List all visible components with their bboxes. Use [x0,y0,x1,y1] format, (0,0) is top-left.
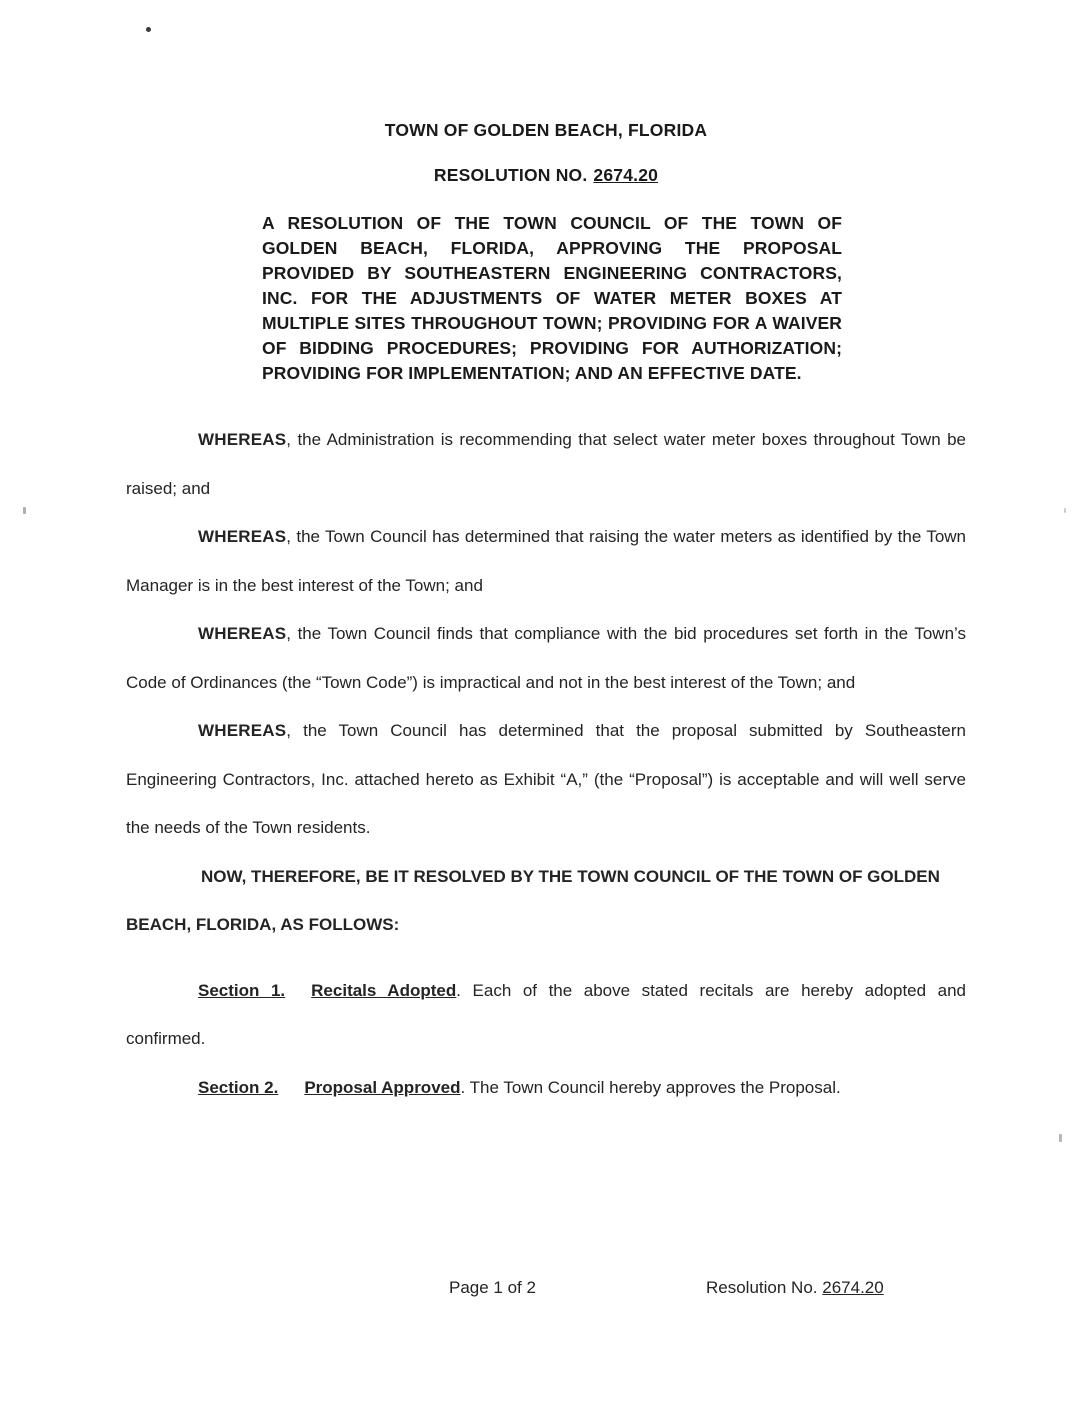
scan-speck-icon [1059,1134,1062,1142]
footer-resolution [706,1278,884,1298]
scan-speck-icon [146,27,151,32]
section-heading: Proposal Approved [304,1077,461,1097]
section-number: Section 2. [198,1077,279,1097]
whereas-label: WHEREAS [198,527,287,546]
resolution-number: 2674.20 [593,165,659,185]
resolution-heading [126,165,966,186]
whereas-label: WHEREAS [198,624,287,643]
recital-text: , the Town Council has determined that raising the water meters as identified by the Town Manager is in the best interest of the Town; and [126,527,966,595]
recital-paragraph [126,610,966,707]
recital-text: , the Administration is recommending that select water meter boxes throughout Town be raised; and [126,430,966,498]
recitals-block [126,416,966,1112]
recital-paragraph [126,416,966,513]
resolution-label: RESOLUTION NO. [433,165,588,185]
scan-speck-icon [1064,508,1066,513]
resolution-caption: A RESOLUTION OF THE TOWN COUNCIL OF THE TOWN OF GOLDEN BEACH, FLORIDA, APPROVING THE PROPOSAL PROVIDED BY SOUTHEASTERN ENGINEERING CONTRACTORS, INC. FOR THE ADJUSTMENTS OF WATER METER BOXES AT MULTIPLE SITES THROUGHOUT TOWN; PROVIDING FOR A WAIVER OF BIDDING PROCEDURES; PROVIDING FOR AUTHORIZATION; PROVIDING FOR IMPLEMENTATION; AND AN EFFECTIVE DATE. [262,213,842,383]
document-header [126,120,966,186]
recital-text: , the Town Council has determined that the proposal submitted by Southeastern Engineering Contractors, Inc. attached hereto as Exhibit “A,” (the “Proposal”) is acceptable and will well serve the needs of the Town residents. [126,721,966,837]
document-body [126,120,966,1112]
footer-resolution-label: Resolution No. [706,1278,818,1297]
section-number: Section 1. [198,980,286,1000]
section-text: . Each of the above stated recitals are hereby adopted and confirmed. [126,980,966,1048]
section-2 [126,1064,966,1113]
recital-paragraph [126,707,966,853]
page-number: Page 1 of 2 [449,1278,536,1297]
section-heading: Recitals Adopted [311,980,457,1000]
scan-speck-icon [23,507,26,514]
section-1 [126,967,966,1064]
whereas-label: WHEREAS [198,430,287,449]
footer-resolution-number: 2674.20 [822,1278,884,1297]
recital-paragraph [126,513,966,610]
section-text: . The Town Council hereby approves the Proposal. [460,1077,841,1097]
recital-text: , the Town Council finds that compliance with the bid procedures set forth in the Town’s Code of Ordinances (the “Town Code”) is impractical and not in the best interest of the Town; and [126,624,966,692]
whereas-label: WHEREAS [198,721,287,740]
town-heading: TOWN OF GOLDEN BEACH, FLORIDA [384,120,708,140]
resolve-clause: NOW, THEREFORE, BE IT RESOLVED BY THE TOWN COUNCIL OF THE TOWN OF GOLDEN BEACH, FLORIDA, AS FOLLOWS: [126,866,940,934]
